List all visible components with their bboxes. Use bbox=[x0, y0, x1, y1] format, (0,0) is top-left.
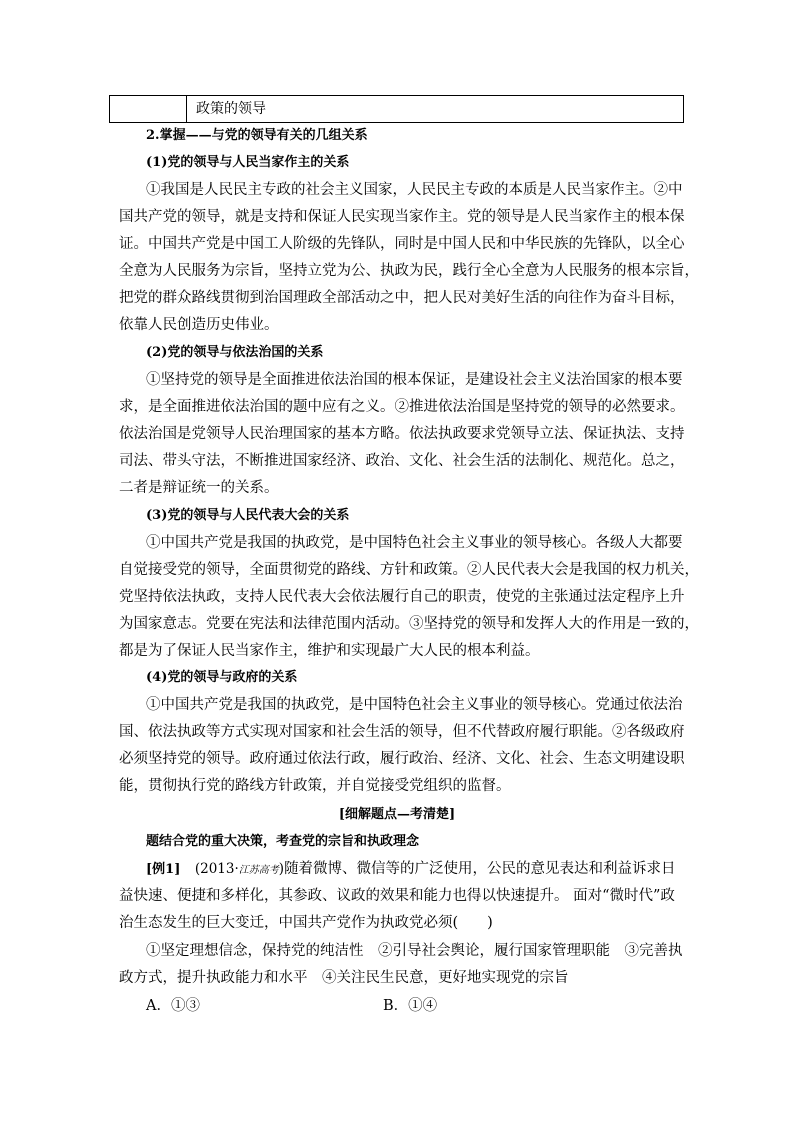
choice-b: B．①④ bbox=[383, 998, 438, 1014]
sub2-line-1: ①坚持党的领导是全面推进依法治国的根本保证，是建设社会主义法治国家的根本要 bbox=[146, 372, 683, 388]
example-stem-2: 益快速、便捷和多样化，其参政、议政的效果和能力也得以快速提升。 面对“微时代”政 bbox=[119, 888, 675, 904]
sub3-line-3: 党坚持依法执政，支持人民代表大会依法履行自己的职责，使党的主张通过法定程序上升 bbox=[119, 589, 685, 605]
sub4-line-3: 必须坚持党的领导。政府通过依法行政，履行政治、经济、文化、社会、生态文明建设职 bbox=[119, 751, 685, 767]
sub1-title: (1)党的领导与人民当家作主的关系 bbox=[146, 155, 350, 170]
sub4-title: (4)党的领导与政府的关系 bbox=[146, 670, 298, 685]
sub4-line-4: 能，贯彻执行党的路线方针政策，并自觉接受党组织的监督。 bbox=[119, 778, 511, 794]
example-first-line bbox=[146, 859, 676, 881]
example-year: (2013· bbox=[194, 861, 239, 877]
table-cell-right: 政策的领导 bbox=[196, 101, 266, 117]
sub1-line-3: 证。中国共产党是中国工人阶级的先锋队，同时是中国人民和中华民族的先锋队，以全心 bbox=[119, 236, 685, 252]
sub3-line-1: ①中国共产党是我国的执政党，是中国特色社会主义事业的领导核心。各级人大都要 bbox=[146, 535, 683, 551]
example-ref-close: ) bbox=[278, 861, 285, 877]
sub1-line-2: 国共产党的领导，就是支持和保证人民实现当家作主。党的领导是人民当家作主的根本保 bbox=[119, 209, 685, 225]
example-stem-1: 随着微博、微信等的广泛使用，公民的意见表达和利益诉求日 bbox=[284, 861, 676, 877]
topic-heading: 题结合党的重大决策，考查党的宗旨和执政理念 bbox=[146, 834, 420, 849]
detail-header: [细解题点—考清楚] bbox=[338, 807, 456, 822]
sub3-title: (3)党的领导与人民代表大会的关系 bbox=[146, 508, 350, 523]
sub2-title: (2)党的领导与依法治国的关系 bbox=[146, 345, 324, 360]
sub1-line-6: 依靠人民创造历史伟业。 bbox=[119, 317, 279, 333]
sub3-line-2: 自觉接受党的领导，全面贯彻党的路线、方针和政策。②人民代表大会是我国的权力机关， bbox=[119, 562, 699, 578]
sub2-line-5: 二者是辩证统一的关系。 bbox=[119, 480, 279, 496]
sub2-line-2: 求，是全面推进依法治国的题中应有之义。②推进依法治国是坚持党的领导的必然要求。 bbox=[119, 399, 685, 415]
sub4-line-1: ①中国共产党是我国的执政党，是中国特色社会主义事业的领导核心。党通过依法治 bbox=[146, 697, 683, 713]
table-cell-left bbox=[110, 96, 187, 122]
table-row bbox=[109, 95, 684, 123]
example-stem-3: 治生态发生的巨大变迁，中国共产党作为执政党必须( ) bbox=[119, 915, 493, 931]
sub3-line-5: 都是为了保证人民当家作主，维护和实现最广大人民的根本利益。 bbox=[119, 643, 540, 659]
sub4-line-2: 国、依法执政等方式实现对国家和社会生活的领导，但不代替政府履行职能。②各级政府 bbox=[119, 724, 685, 740]
sub2-line-3: 依法治国是党领导人民治理国家的基本方略。依法执政要求党领导立法、保证执法、支持 bbox=[119, 426, 685, 442]
example-option-line-1: ①坚定理想信念，保持党的纯洁性 ②引导社会舆论，履行国家管理职能 ③完善执 bbox=[146, 943, 683, 959]
choice-a: A．①③ bbox=[146, 998, 200, 1014]
sub1-line-5: 把党的群众路线贯彻到治国理政全部活动之中，把人民对美好生活的向往作为奋斗目标， bbox=[119, 290, 685, 306]
sub1-line-4: 全意为人民服务为宗旨，坚持立党为公、执政为民，践行全心全意为人民服务的根本宗旨， bbox=[119, 263, 699, 279]
sub3-line-4: 为国家意志。党要在宪法和法律范围内活动。③坚持党的领导和发挥人大的作用是一致的， bbox=[119, 616, 699, 632]
section-heading: 2.掌握——与党的领导有关的几组关系 bbox=[146, 128, 368, 143]
example-source: 江苏高考 bbox=[238, 865, 279, 876]
example-option-line-2: 政方式，提升执政能力和水平 ④关注民生民意，更好地实现党的宗旨 bbox=[119, 970, 569, 986]
sub1-line-1: ①我国是人民民主专政的社会主义国家，人民民主专政的本质是人民当家作主。②中 bbox=[146, 182, 683, 198]
example-label: [例1] bbox=[146, 862, 181, 877]
sub2-line-4: 司法、带头守法，不断推进国家经济、政治、文化、社会生活的法制化、规范化。总之， bbox=[119, 453, 685, 469]
